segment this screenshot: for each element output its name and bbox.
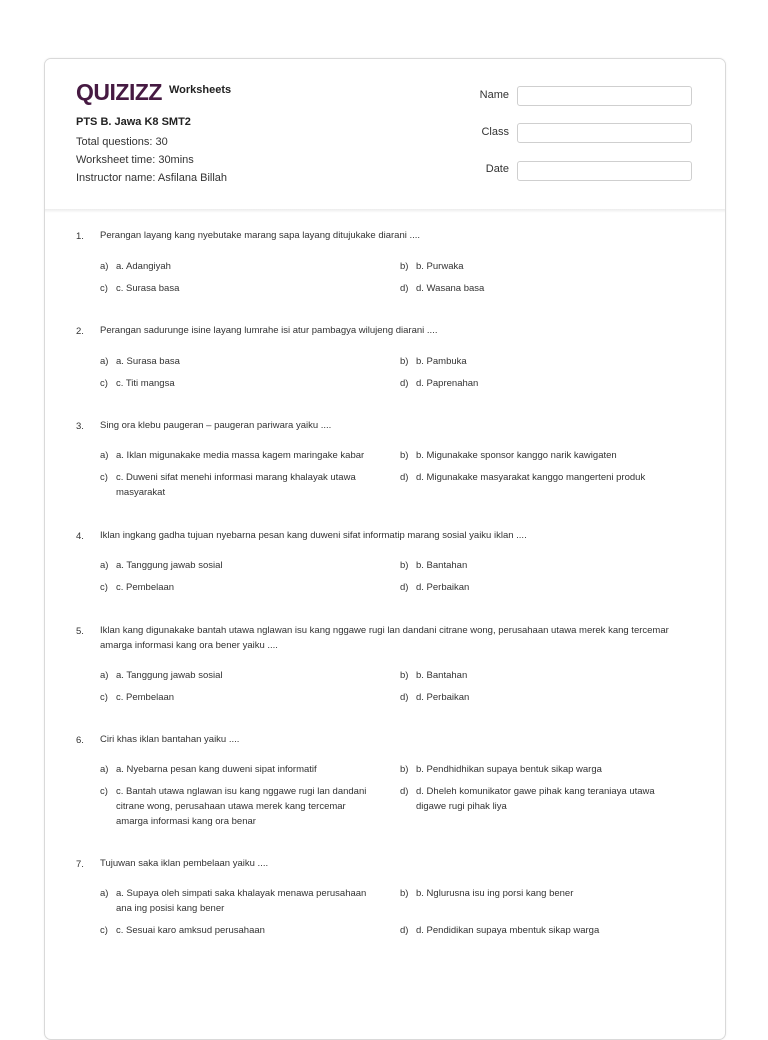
- question-text: Iklan kang digunakake bantah utawa nglawan isu kang nggawe rugi lan dandani citrane wong, perusahaan utawa merek kang tercemar amarga informasi kang ora bener yaiku ....: [100, 625, 669, 651]
- option-text: d. Perbaikan: [416, 582, 470, 593]
- option-text: b. Pambuka: [416, 356, 467, 367]
- question-text: Ciri khas iklan bantahan yaiku ....: [100, 734, 240, 745]
- question-text: Perangan layang kang nyebutake marang sapa layang ditujukake diarani ....: [100, 230, 421, 241]
- quizizz-logo-icon: [76, 79, 164, 105]
- option-letter: c): [100, 378, 108, 389]
- option-text: c. Duweni sifat menehi informasi marang khalayak utawa masyarakat: [116, 472, 356, 498]
- option-text: d. Perbaikan: [416, 692, 470, 703]
- option-letter: d): [400, 692, 409, 703]
- option-text: c. Pembelaan: [116, 582, 175, 593]
- question-number: 4.: [76, 531, 84, 542]
- question-text: Sing ora klebu paugeran – paugeran pariwara yaiku ....: [100, 420, 332, 431]
- option-text: b. Nglurusna isu ing porsi kang bener: [416, 888, 574, 899]
- option-letter: c): [100, 786, 108, 797]
- option-text: b. Migunakake sponsor kanggo narik kawigaten: [416, 450, 617, 461]
- question-text: Tujuwan saka iklan pembelaan yaiku ....: [100, 858, 269, 869]
- logo-text: QUIZIZZ: [76, 79, 162, 105]
- worksheet-page: [44, 58, 726, 1040]
- option-text: c. Pembelaan: [116, 692, 175, 703]
- option-letter: b): [400, 560, 409, 571]
- class-field[interactable]: [517, 123, 692, 143]
- question-number: 6.: [76, 735, 84, 746]
- option-letter: c): [100, 582, 108, 593]
- date-field[interactable]: [517, 161, 692, 181]
- option-text: a. Nyebarna pesan kang duweni sipat informatif: [116, 764, 317, 775]
- option-letter: b): [400, 764, 409, 775]
- date-label: Date: [485, 163, 509, 175]
- question-number: 7.: [76, 859, 84, 870]
- option-letter: b): [400, 888, 409, 899]
- option-letter: b): [400, 356, 409, 367]
- option-letter: a): [100, 261, 109, 272]
- option-text: d. Pendidikan supaya mbentuk sikap warga: [416, 925, 600, 936]
- worksheet-time: Worksheet time: 30mins: [76, 154, 194, 166]
- header-divider: [45, 209, 725, 213]
- option-text: b. Pendhidhikan supaya bentuk sikap warga: [416, 764, 602, 775]
- option-text: a. Tanggung jawab sosial: [116, 560, 223, 571]
- instructor-name: Instructor name: Asfilana Billah: [76, 172, 228, 184]
- option-letter: b): [400, 450, 409, 461]
- option-text: d. Wasana basa: [416, 283, 485, 294]
- worksheet-header: [45, 59, 725, 210]
- option-letter: d): [400, 378, 409, 389]
- option-text: a. Supaya oleh simpati saka khalayak menawa perusahaan ana ing posisi kang bener: [116, 888, 367, 914]
- quizizz-logo: [76, 79, 164, 105]
- option-text: d. Dheleh komunikator gawe pihak kang teraniaya utawa digawe rugi pihak liya: [416, 786, 655, 812]
- total-questions: Total questions: 30: [76, 136, 168, 148]
- option-text: d. Paprenahan: [416, 378, 479, 389]
- option-letter: c): [100, 692, 108, 703]
- question-number: 5.: [76, 626, 84, 637]
- option-letter: d): [400, 925, 409, 936]
- name-label: Name: [479, 89, 509, 101]
- option-text: c. Sesuai karo amksud perusahaan: [116, 925, 265, 936]
- question-number: 3.: [76, 421, 84, 432]
- option-text: b. Bantahan: [416, 560, 468, 571]
- option-letter: c): [100, 472, 108, 483]
- option-text: a. Adangiyah: [116, 261, 171, 272]
- option-letter: a): [100, 670, 109, 681]
- option-letter: a): [100, 560, 109, 571]
- option-letter: d): [400, 786, 409, 797]
- option-text: a. Iklan migunakake media massa kagem maringake kabar: [116, 450, 365, 461]
- option-letter: b): [400, 670, 409, 681]
- question-number: 1.: [76, 231, 84, 242]
- question-number: 2.: [76, 326, 84, 337]
- option-letter: a): [100, 450, 109, 461]
- question-text: Perangan sadurunge isine layang lumrahe isi atur pambagya wilujeng diarani ....: [100, 325, 438, 336]
- option-letter: d): [400, 283, 409, 294]
- option-text: b. Bantahan: [416, 670, 468, 681]
- class-label: Class: [481, 126, 509, 138]
- logo-label: Worksheets: [169, 84, 232, 96]
- question-text: Iklan ingkang gadha tujuan nyebarna pesan kang duweni sifat informatip marang sosial yaiku iklan ....: [100, 530, 527, 541]
- option-text: a. Surasa basa: [116, 356, 180, 367]
- option-letter: a): [100, 764, 109, 775]
- option-letter: a): [100, 888, 109, 899]
- option-text: a. Tanggung jawab sosial: [116, 670, 223, 681]
- option-text: d. Migunakake masyarakat kanggo mangerteni produk: [416, 472, 646, 483]
- option-letter: c): [100, 283, 108, 294]
- option-letter: d): [400, 582, 409, 593]
- option-letter: c): [100, 925, 108, 936]
- option-letter: a): [100, 356, 109, 367]
- option-text: b. Purwaka: [416, 261, 464, 272]
- worksheet-title: PTS B. Jawa K8 SMT2: [76, 116, 191, 128]
- name-field[interactable]: [517, 86, 692, 106]
- option-text: c. Surasa basa: [116, 283, 180, 294]
- option-letter: d): [400, 472, 409, 483]
- option-letter: b): [400, 261, 409, 272]
- option-text: c. Titi mangsa: [116, 378, 175, 389]
- option-text: c. Bantah utawa nglawan isu kang nggawe rugi lan dandani citrane wong, perusahaan utawa merek kang tercemar amarga informasi kang ora benar: [116, 786, 367, 827]
